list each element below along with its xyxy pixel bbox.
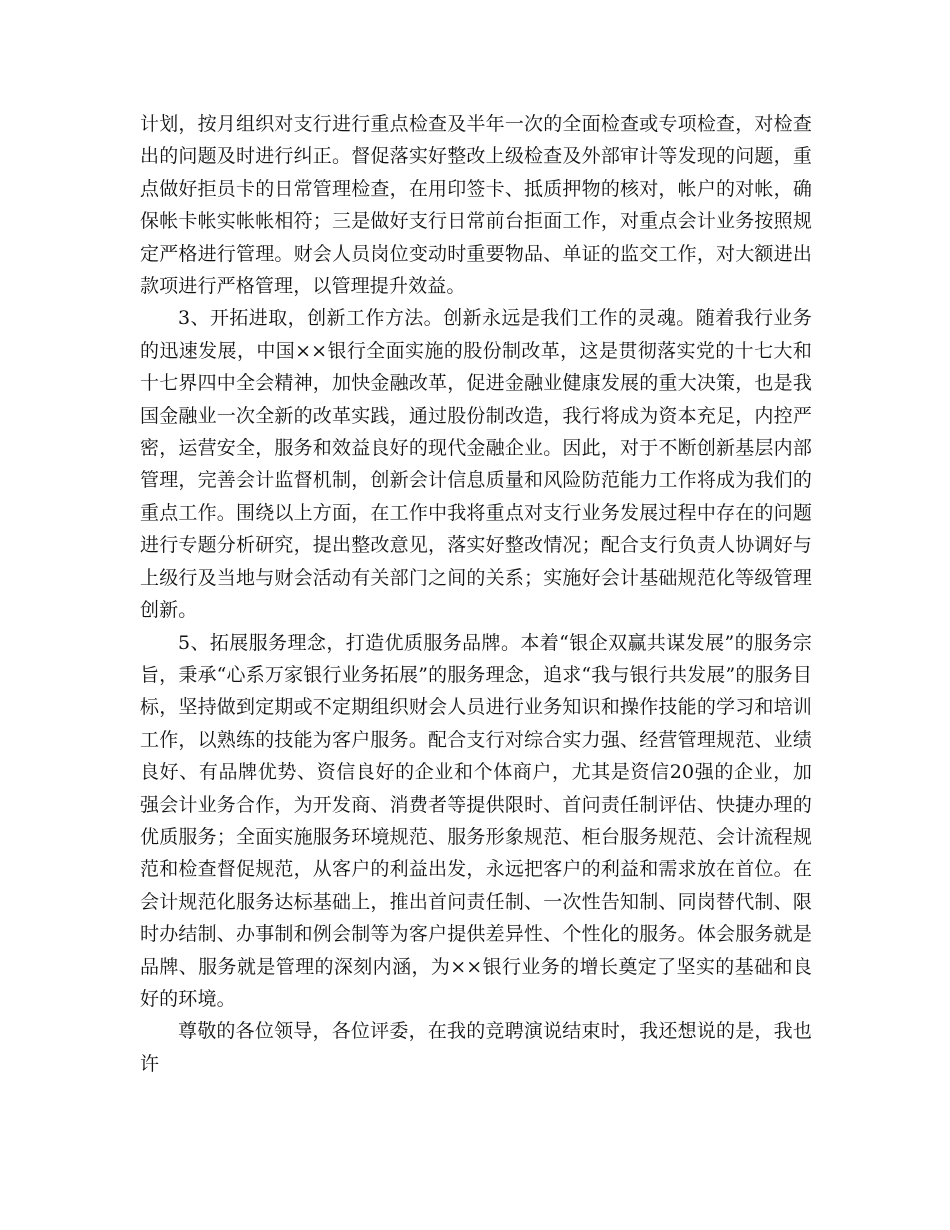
paragraph-innovation: 3、开拓进取，创新工作方法。创新永远是我们工作的灵魂。随着我行业务的迅速发展，中国××银行全面实施的股份制改革，这是贯彻落实党的十七大和十七界四中全会精神，加快金融改革，促进金融业健康发展的重大决策，也是我国金融业一次全新的改革实践，通过股份制改造，我行将成为资本充足，内控严密，运营安全，服务和效益良好的现代金融企业。因此，对于不断创新基层内部管理，完善会计监督机制，创新会计信息质量和风险防范能力工作将成为我们的重点工作。围绕以上方面，在工作中我将重点对支行业务发展过程中存在的问题进行专题分析研究，提出整改意见，落实好整改情况；配合支行负责人协调好与上级行及当地与财会活动有关部门之间的关系；实施好会计基础规范化等级管理创新。	[140, 307, 812, 622]
paragraph-service: 5、拓展服务理念，打造优质服务品牌。本着“银企双赢共谋发展”的服务宗旨，秉承“心系万家银行业务拓展”的服务理念，追求“我与银行共发展”的服务目标，坚持做到定期或不定期组织财会人员进行业务知识和操作技能的学习和培训工作，以熟练的技能为客户服务。配合支行对综合实力强、经营管理规范、业绩良好、有品牌优势、资信良好的企业和个体商户，尤其是资信20强的企业，加强会计业务合作，为开发商、消费者等提供限时、首问责任制评估、快捷办理的优质服务；全面实施服务环境规范、服务形象规范、柜台服务规范、会计流程规范和检查督促规范，从客户的利益出发，永远把客户的利益和需求放在首位。在会计规范化服务达标基础上，推出首问责任制、一次性告知制、同岗替代制、限时办结制、办事制和例会制等为客户提供差异性、个性化的服务。体会服务就是品牌、服务就是管理的深刻内涵，为××银行业务的增长奠定了坚实的基础和良好的环境。	[140, 631, 812, 1010]
document-page	[140, 108, 812, 1080]
paragraph-continuation: 计划，按月组织对支行进行重点检查及半年一次的全面检查或专项检查，对检查出的问题及时进行纠正。督促落实好整改上级检查及外部审计等发现的问题，重点做好拒员卡的日常管理检查，在用印签卡、抵质押物的核对，帐户的对帐，确保帐卡帐实帐帐相符；三是做好支行日常前台拒面工作，对重点会计业务按照规定严格进行管理。财会人员岗位变动时重要物品、单证的监交工作，对大额进出款项进行严格管理，以管理提升效益。	[140, 113, 812, 298]
paragraph-closing: 尊敬的各位领导，各位评委，在我的竞聘演说结束时，我还想说的是，我也许	[140, 1020, 812, 1075]
